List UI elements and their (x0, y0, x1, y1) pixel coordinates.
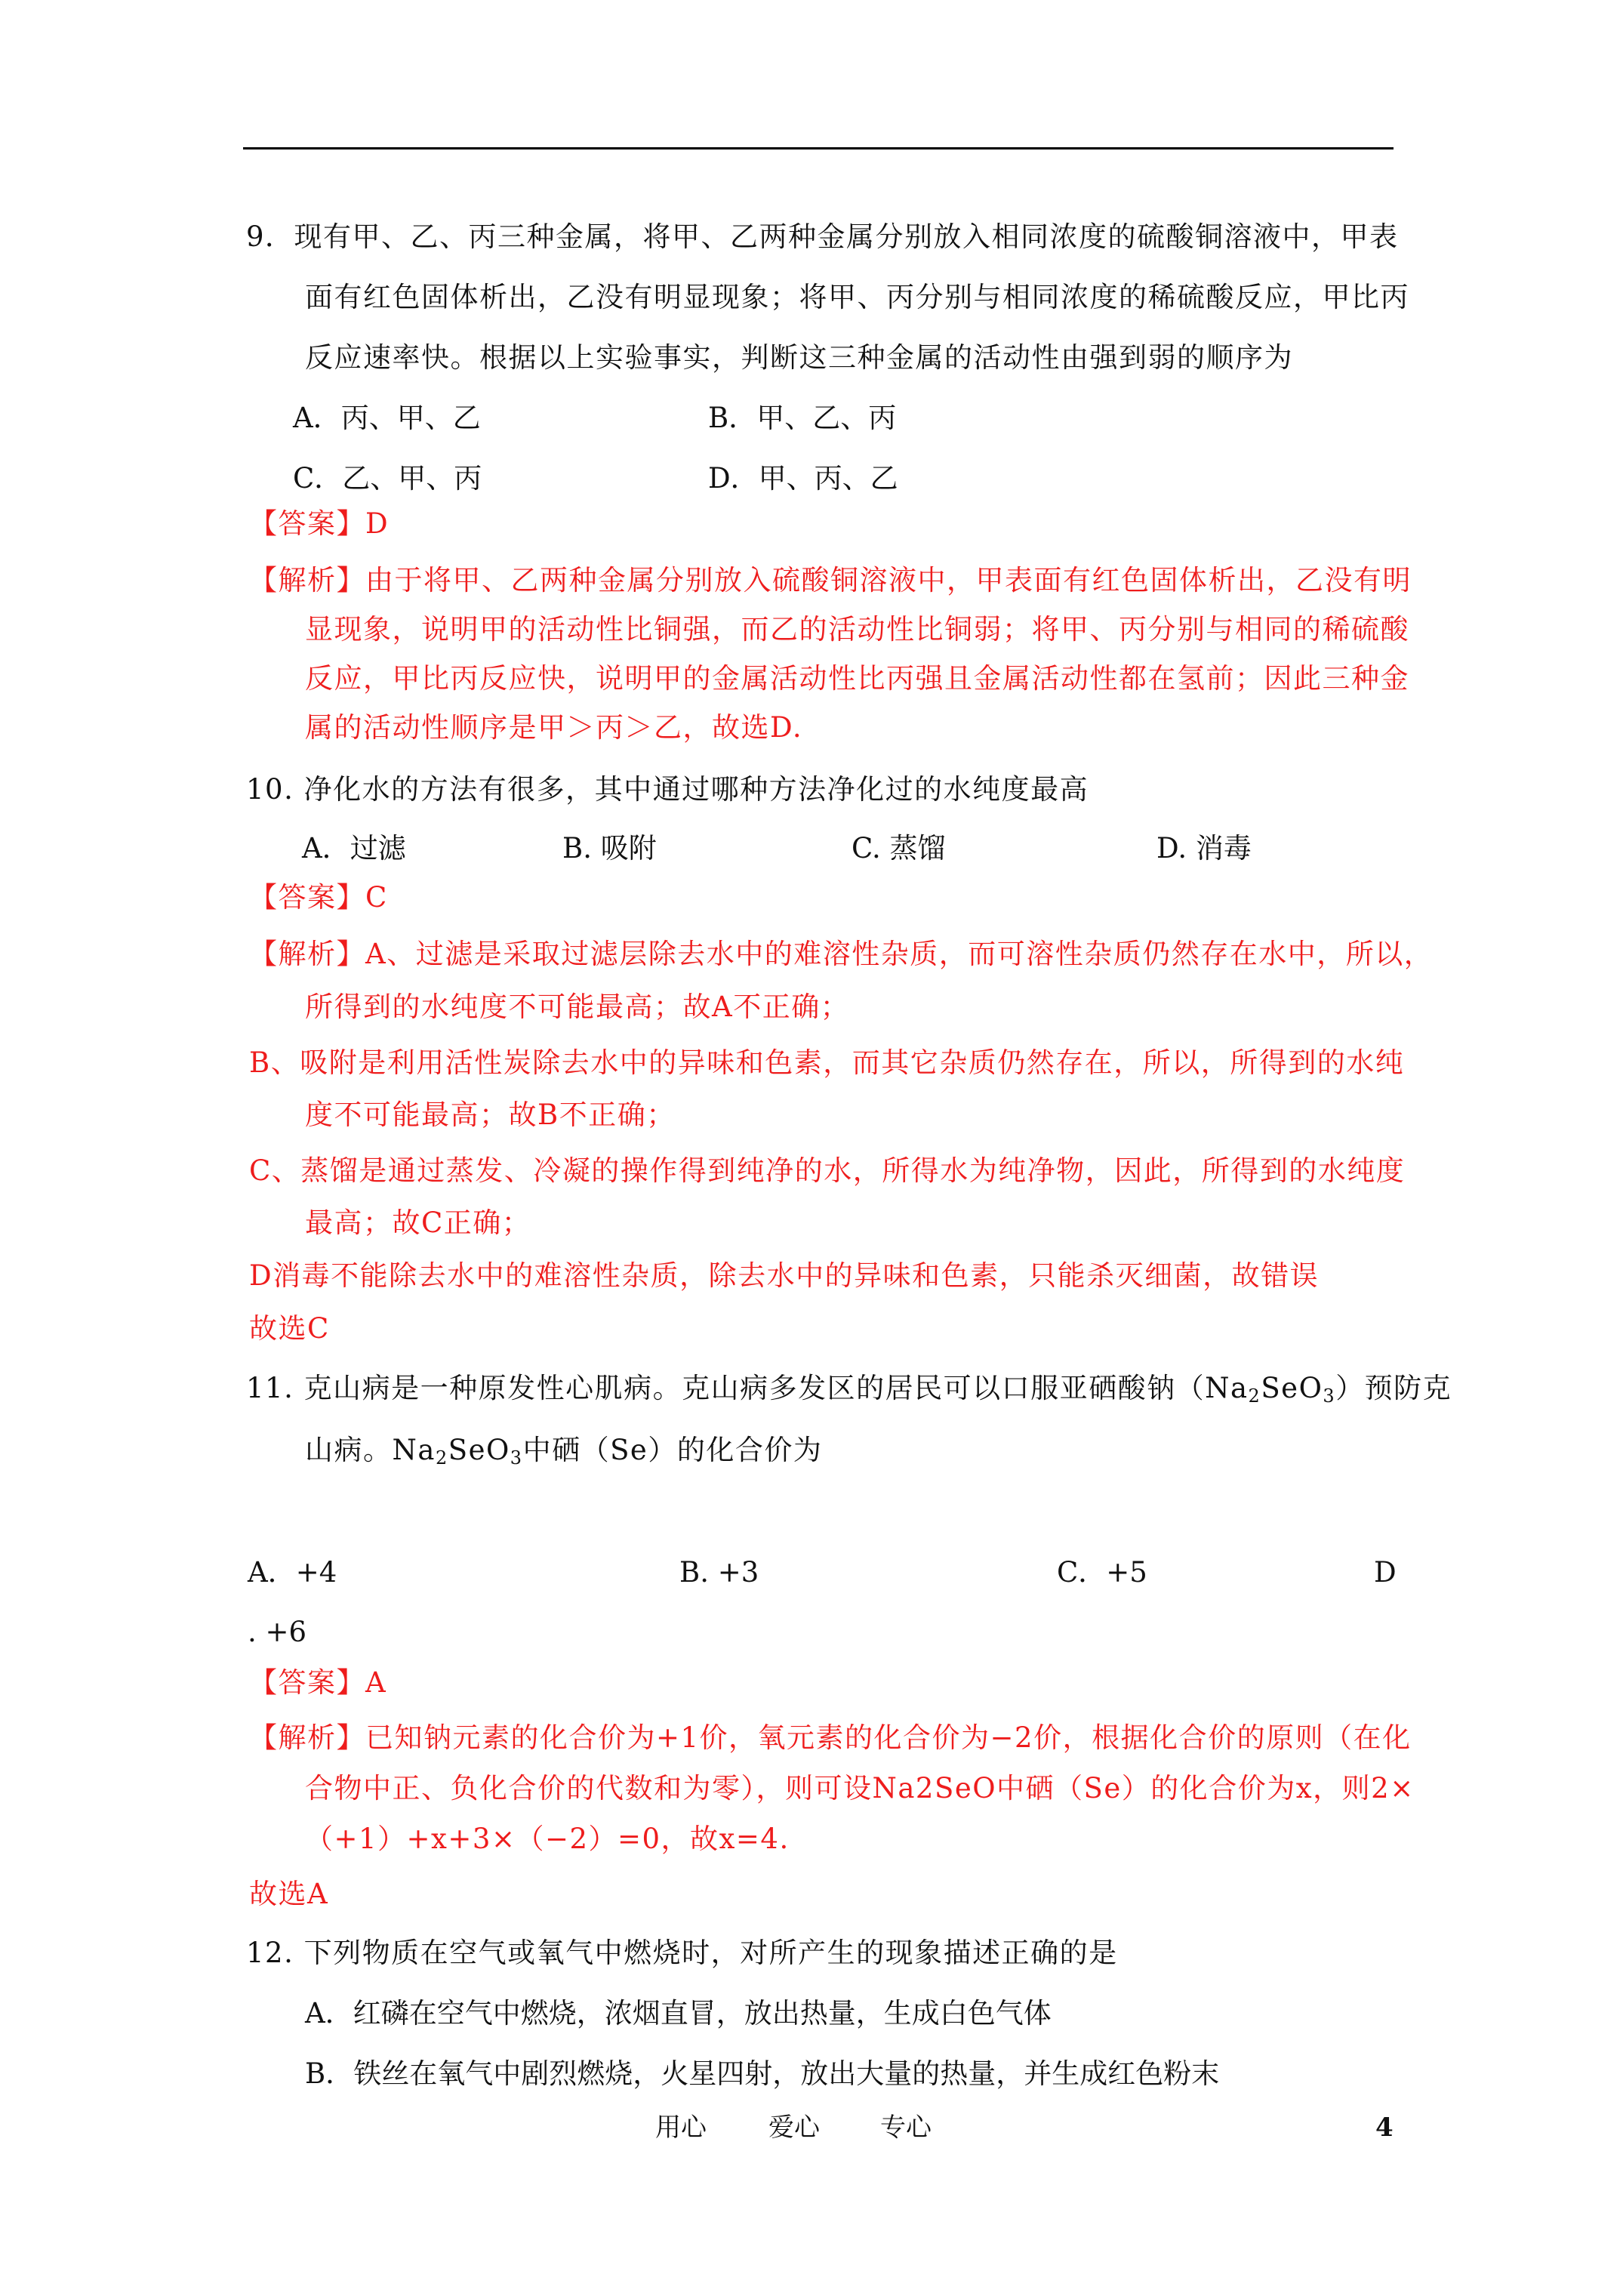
q9-option-d: D．甲、丙、乙 (708, 462, 898, 495)
q11-option-c: C．+5 (1057, 1556, 1147, 1589)
q10-answer: 【答案】C (249, 881, 388, 914)
analysis-label: 【解析】 (249, 938, 365, 970)
q9-answer: 【答案】D (249, 507, 390, 540)
q10-conclusion: 故选C (249, 1312, 330, 1345)
q10-analysis-line-4: 度不可能最高；故B不正确； (305, 1099, 676, 1131)
q11-stem-line-1: 11. 克山病是一种原发性心肌病。克山病多发区的居民可以口服亚硒酸钠$(Na_2SeO_3)$预防克 (246, 1372, 1452, 1407)
q10-analysis-line-2: 所得到的水纯度不可能最高；故A不正确； (305, 991, 850, 1023)
header-rule (243, 147, 1394, 149)
q11-option-d-value: . +6 (248, 1616, 307, 1648)
q9-analysis-line-2: 显现象，说明甲的活动性比铜强，而乙的活动性比铜弱；将甲、丙分别与相同的稀硫酸 (305, 613, 1409, 646)
q9-stem-line-2: 面有红色固体析出，乙没有明显现象；将甲、丙分别与相同浓度的稀硫酸反应，甲比丙 (305, 281, 1409, 313)
q11-option-b: B. +3 (679, 1556, 759, 1589)
q11-analysis-line-3: （+1）+x+3×（−2）=0，故x=4. (305, 1823, 790, 1855)
q11-option-d-letter: D (1374, 1556, 1397, 1589)
q10-analysis-line-6: 最高；故C正确； (305, 1207, 531, 1239)
q11-analysis-line-2: 合物中正、负化合价的代数和为零），则可设Na2SeO中硒（Se）的化合价为x，则2× (305, 1772, 1415, 1804)
q11-answer: 【答案】A (249, 1666, 387, 1699)
q12-option-b: B．铁丝在氧气中剧烈燃烧，火星四射，放出大量的热量，并生成红色粉末 (305, 2057, 1220, 2090)
q12-option-a: A．红磷在空气中燃烧，浓烟直冒，放出热量，生成白色气体 (305, 1997, 1052, 2029)
footer-motto-1: 用心 (655, 2113, 707, 2143)
page-number: 4 (1375, 2113, 1394, 2143)
q12-stem: 12. 下列物质在空气或氧气中燃烧时，对所产生的现象描述正确的是 (246, 1937, 1118, 1969)
q10-option-c: C. 蒸馏 (852, 832, 946, 864)
q11-stem-line-2: 山病。$Na_2SeO_3$中硒（Se）的化合价为 (305, 1434, 823, 1469)
q10-analysis-line-3: B、吸附是利用活性炭除去水中的异味和色素，而其它杂质仍然存在，所以，所得到的水纯 (249, 1046, 1405, 1079)
q10-stem: 10. 净化水的方法有很多，其中通过哪种方法净化过的水纯度最高 (246, 773, 1089, 806)
q9-stem-line-3: 反应速率快。根据以上实验事实，判断这三种金属的活动性由强到弱的顺序为 (305, 341, 1293, 374)
analysis-label: 【解析】 (249, 564, 365, 596)
q9-analysis-line-3: 反应，甲比丙反应快，说明甲的金属活动性比丙强且金属活动性都在氢前；因此三种金 (305, 662, 1409, 695)
q10-option-b: B. 吸附 (562, 832, 657, 864)
q9-option-c: C．乙、甲、丙 (293, 462, 482, 495)
q10-analysis-line-5: C、蒸馏是通过蒸发、冷凝的操作得到纯净的水，所得水为纯净物，因此，所得到的水纯度 (249, 1154, 1406, 1187)
q9-analysis-line-1: 【解析】由于将甲、乙两种金属分别放入硫酸铜溶液中，甲表面有红色固体析出，乙没有明 (249, 564, 1412, 596)
analysis-label: 【解析】 (249, 1721, 365, 1754)
q9-stem-line-1: 9．现有甲、乙、丙三种金属，将甲、乙两种金属分别放入相同浓度的硫酸铜溶液中，甲表 (246, 220, 1399, 253)
footer-motto-3: 专心 (880, 2113, 932, 2143)
q10-analysis-line-7: D消毒不能除去水中的难溶性杂质，除去水中的异味和色素，只能杀灭细菌，故错误 (249, 1259, 1320, 1292)
q11-option-a: A．+4 (248, 1556, 337, 1589)
q11-conclusion: 故选A (249, 1878, 329, 1910)
q10-analysis-line-1: 【解析】A、过滤是采取过滤层除去水中的难溶性杂质，而可溶性杂质仍然存在水中，所以， (249, 938, 1434, 970)
q10-option-d: D. 消毒 (1156, 832, 1252, 864)
q9-option-a: A．丙、甲、乙 (293, 402, 481, 434)
q9-analysis-line-4: 属的活动性顺序是甲＞丙＞乙，故选D. (305, 711, 803, 744)
q11-analysis-line-1: 【解析】已知钠元素的化合价为+1价，氧元素的化合价为−2价，根据化合价的原则（在化 (249, 1721, 1412, 1754)
q9-option-b: B．甲、乙、丙 (708, 402, 897, 434)
footer-motto-2: 爱心 (768, 2113, 820, 2143)
q10-option-a: A．过滤 (302, 832, 406, 864)
